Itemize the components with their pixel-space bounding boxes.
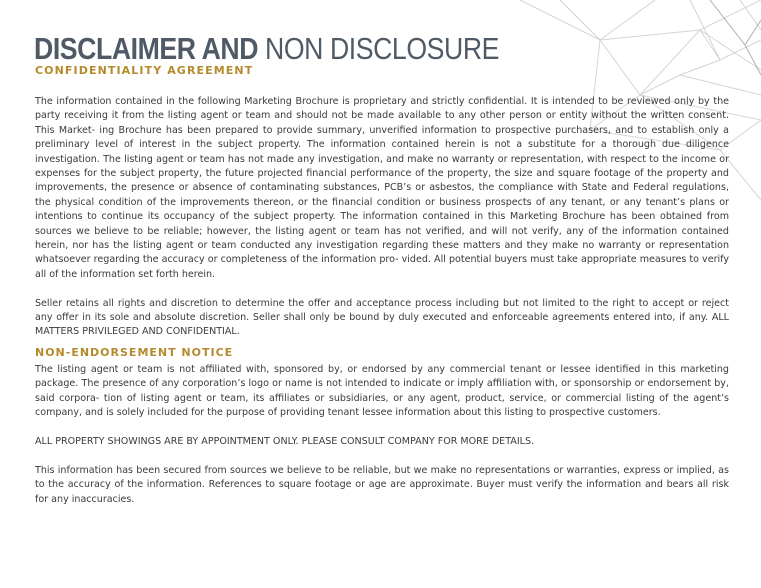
page-title	[34, 30, 499, 68]
seller-rights-paragraph: Seller retains all rights and discretion to determine the offer and acceptance process including but not limited to the right to accept or reject any offer in its sole and absolute discretion. Seller shall only be bound by duly executed and enforceable agreements entered into, if any. ALL MATTERS PRIVILEGED AND CONFIDENTIAL.	[35, 297, 729, 338]
reliability-paragraph: This information has been secured from sources we believe to be reliable, but we make no representations or warranties, express or implied, as to the accuracy of the information. References to square footage or age are approximate. Buyer must verify the information and bears all risk for any inaccuracies.	[35, 464, 729, 505]
showings-notice: ALL PROPERTY SHOWINGS ARE BY APPOINTMENT ONLY. PLEASE CONSULT COMPANY FOR MORE DETAILS.	[35, 435, 535, 447]
non-endorsement-paragraph: The listing agent or team is not affiliated with, sponsored by, or endorsed by any commercial tenant or lessee identified in this marketing package. The presence of any corporation’s logo or name is not intended to indicate or imply affiliation with, or sponsorship or endorsement by, said corpora- tion of listing agent or team, its affiliates or subsidiaries, or any agent, product, service, or commercial listing of the agent’s company, and is solely included for the purpose of providing tenant lessee information about this listing to prospective customers.	[35, 363, 729, 419]
page-subtitle: CONFIDENTIALITY AGREEMENT	[35, 64, 254, 77]
confidentiality-paragraph: The information contained in the following Marketing Brochure is proprietary and strictly confidential. It is intended to be reviewed only by the party receiving it from the listing agent or team and should not be made available to any other person or entity without the written consent. This Market- ing Brochure has been prepared to provide summary, unverified information to prospective purchasers, and to establish only a preliminary level of interest in the subject property. The information contained herein is not a substitute for a thorough due diligence investigation. The listing agent or team has not made any investigation, and make no warranty or representation, with respect to the income or expenses for the subject property, the future projected financial performance of the property, the size and square footage of the property and improvements, the presence or absence of contaminating substances, PCB’s or asbestos, the compliance with State and Federal regulations, the physical condition of the improvements thereon, or the financial condition or business prospects of any tenant, or any tenant’s plans or intentions to continue its occupancy of the subject property. The information contained in this Marketing Brochure has been obtained from sources we believe to be reliable; however, the listing agent or team has not verified, and will not verify, any of the information contained herein, nor has the listing agent or team conducted any investigation regarding these matters and they make no warranty or representation whatsoever regarding the accuracy or completeness of the information pro- vided. All potential buyers must take appropriate measures to verify all of the information set forth herein.	[35, 96, 729, 280]
title-bold-part: DISCLAIMER AND	[34, 31, 259, 66]
non-endorsement-heading: NON-ENDORSEMENT NOTICE	[35, 345, 234, 359]
disclaimer-body	[35, 95, 729, 507]
title-light-part: NON DISCLOSURE	[265, 31, 499, 66]
